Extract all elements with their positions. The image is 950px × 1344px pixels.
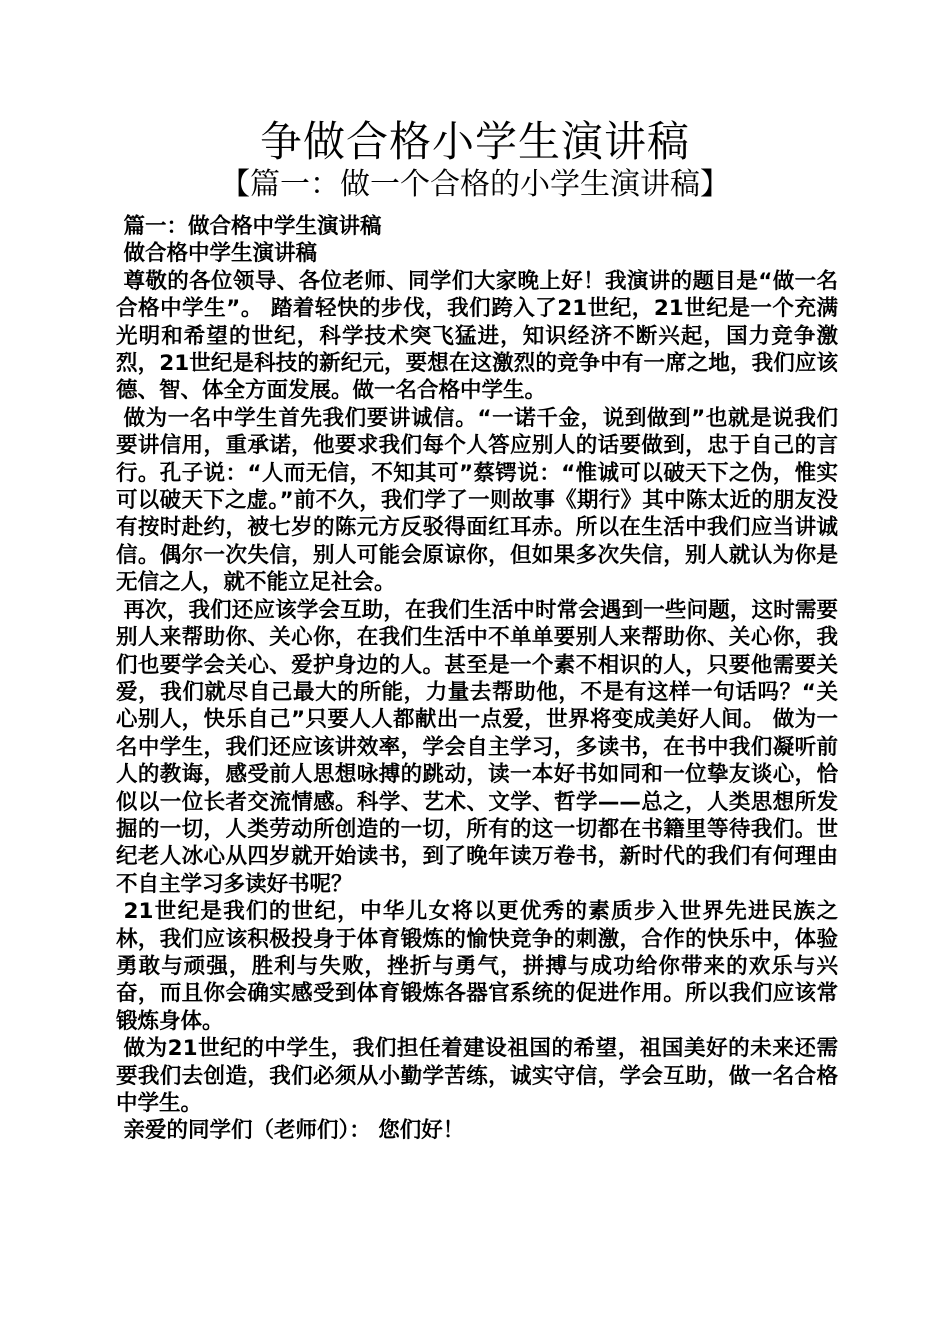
section-heading: 篇一：做合格中学生演讲稿 [123, 214, 382, 239]
paragraph-mutual-help: 再次，我们还应该学会互助，在我们生活中时常会遇到一些问题，这时需要别人来帮助你、关心你，在我们生活中不单单要别人来帮助你、关心你，我们也要学会关心、爱护身边的人。甚至是一个素不相识的人，只要他需要关爱，我们就尽自己最大的所能，力量去帮助他，不是有这样一句话吗？“关心别人，快乐自己”只要人人都献出一点爱，世界将变成美好人间。 做为一名中学生，我们还应该讲效率，学会自主学习，多读书，在书中我们凝听前人的教诲，感受前人思想咏搏的跳动，读一本好书如同和一位挚友谈心，恰似以一位长者交流情感。科学、艺术、文学、哲学——总之，人类思想所发掘的一切，人类劳动所创造的一切，所有的这一切都在书籍里等待我们。世纪老人冰心从四岁就开始读书，到了晚年读万卷书，新时代的我们有何理由不自主学习多读好书呢？ [116, 597, 838, 897]
page-subtitle: 【篇一：做一个合格的小学生演讲稿】 [220, 167, 730, 202]
paragraph-intro: 尊敬的各位领导、各位老师、同学们大家晚上好！我演讲的题目是“做一名合格中学生”。 踏着轻快的步伐，我们跨入了21世纪，21世纪是一个充满光明和希望的世纪，科学技术突飞猛进，知识经济不断兴起，国力竞争激烈，21世纪是科技的新纪元，要想在这激烈的竞争中有一席之地，我们应该德、智、体全方面发展。做一名合格中学生。 [116, 268, 838, 404]
paragraph-exercise: 21世纪是我们的世纪，中华儿女将以更优秀的素质步入世界先进民族之林，我们应该积极投身于体育锻炼的愉快竞争的刺激，合作的快乐中，体验勇敢与顽强，胜利与失败，挫折与勇气，拼搏与成功给你带来的欢乐与兴奋，而且你会确实感受到体育锻炼各器官系统的促进作用。所以我们应该常锻炼身体。 [116, 899, 838, 1034]
speech-title: 做合格中学生演讲稿 [123, 241, 318, 267]
paragraph-conclusion: 做为21世纪的中学生，我们担任着建设祖国的希望，祖国美好的未来还需要我们去创造，我们必须从小勤学苦练，诚实守信，学会互助，做一名合格中学生。 [116, 1036, 838, 1116]
paragraph-honesty: 做为一名中学生首先我们要讲诚信。“一诺千金，说到做到”也就是说我们要讲信用，重承诺，他要求我们每个人答应别人的话要做到，忠于自己的言行。孔子说：“人而无信，不知其可”蔡锷说：“惟诚可以破天下之伪，惟实可以破天下之虚。”前不久，我们学了一则故事《期行》其中陈太近的朋友没有按时赴约，被七岁的陈元方反驳得面红耳赤。所以在生活中我们应当讲诚信。偶尔一次失信，别人可能会原谅你，但如果多次失信，别人就认为你是无信之人，就不能立足社会。 [116, 405, 838, 596]
page-title: 争做合格小学生演讲稿 [259, 117, 690, 166]
paragraph-greeting: 亲爱的同学们（老师们）： 您们好！ [123, 1118, 465, 1144]
document-body [116, 213, 838, 1145]
